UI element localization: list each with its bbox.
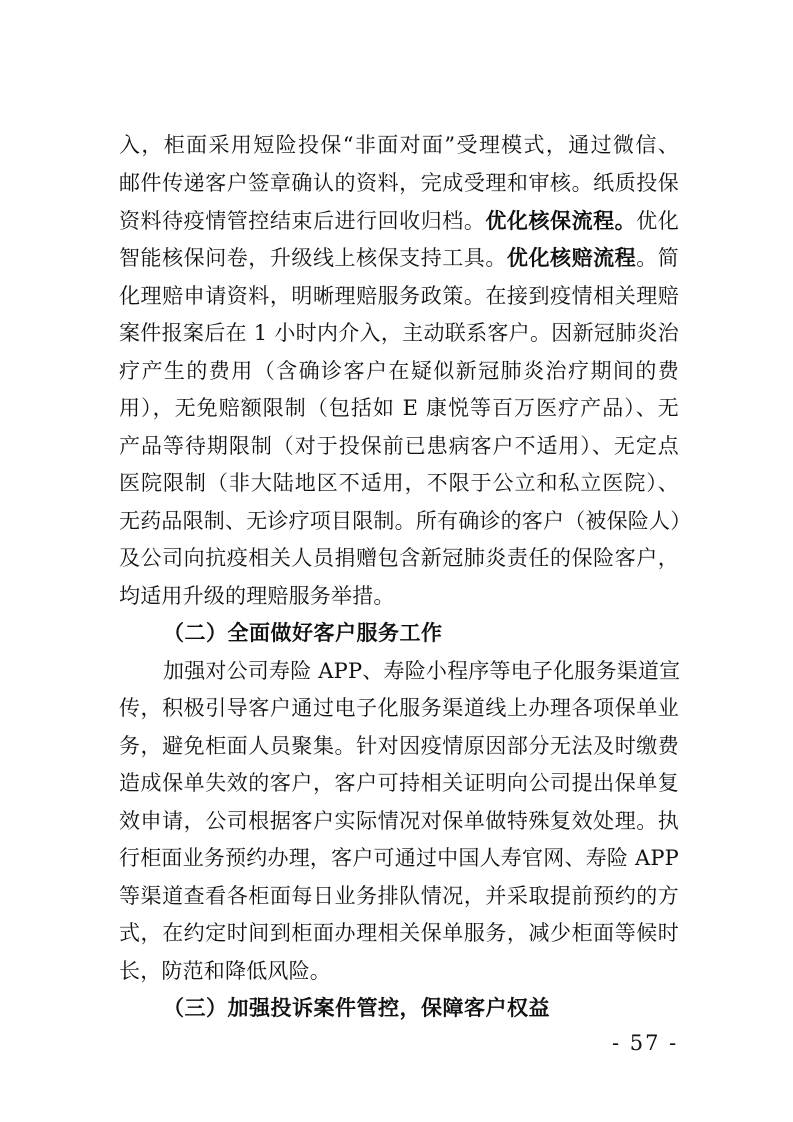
body-text-line: 邮件传递客户签章确认的资料，完成受理和审核。纸质投保 — [119, 171, 679, 195]
body-text-line: 等渠道查看各柜面每日业务排队情况，并采取提前预约的方 — [119, 884, 679, 908]
text-run: 。简 — [636, 246, 679, 270]
body-text-line: 传，积极引导客户通过电子化服务渠道线上办理各项保单业 — [119, 696, 679, 720]
body-text-line: 产品等待期限制（对于投保前已患病客户不适用）、无定点 — [119, 434, 679, 458]
section-heading: （三）加强投诉案件管控，保障客户权益 — [163, 995, 550, 1020]
bold-run: 优化核保流程。 — [485, 208, 637, 233]
body-text-line: 化理赔申请资料，明晰理赔服务政策。在接到疫情相关理赔 — [119, 284, 679, 308]
body-text-line: 长，防范和降低风险。 — [119, 959, 331, 983]
body-text-line — [119, 243, 679, 273]
body-text-line: 用），无免赔额限制（包括如 E 康悦等百万医疗产品）、无 — [119, 396, 679, 420]
body-text-line: 均适用升级的理赔服务举措。 — [119, 584, 395, 608]
text-run: 资料待疫情管控结束后进行回收归档。 — [119, 209, 486, 233]
body-text-line: 务，避免柜面人员聚集。针对因疫情原因部分无法及时缴费 — [119, 734, 679, 758]
text-run: 智能核保问卷，升级线上核保支持工具。 — [119, 246, 507, 270]
body-text-line: 案件报案后在 1 小时内介入，主动联系客户。因新冠肺炎治 — [119, 321, 679, 345]
body-text-line: 加强对公司寿险 APP、寿险小程序等电子化服务渠道宣 — [163, 659, 681, 683]
body-text-line: 式，在约定时间到柜面办理相关保单服务，减少柜面等候时 — [119, 921, 679, 945]
body-text-line: 疗产生的费用（含确诊客户在疑似新冠肺炎治疗期间的费 — [119, 359, 679, 383]
body-text-line: 及公司向抗疫相关人员捐赠包含新冠肺炎责任的保险客户， — [119, 546, 679, 570]
body-text-line: 无药品限制、无诊疗项目限制。所有确诊的客户（被保险人） — [119, 509, 692, 533]
body-text-line — [119, 206, 679, 236]
body-text-line: 行柜面业务预约办理，客户可通过中国人寿官网、寿险 APP — [119, 846, 679, 870]
body-text-line: 入，柜面采用短险投保“非面对面”受理模式，通过微信、 — [119, 133, 679, 157]
body-text-line: 医院限制（非大陆地区不适用，不限于公立和私立医院）、 — [119, 471, 679, 495]
body-text-line: 效申请，公司根据客户实际情况对保单做特殊复效处理。执 — [119, 809, 679, 833]
text-run: 优化 — [636, 209, 679, 233]
bold-run: 优化核赔流程 — [506, 245, 637, 270]
body-text-line: 造成保单失效的客户，客户可持相关证明向公司提出保单复 — [119, 771, 679, 795]
section-heading: （二）全面做好客户服务工作 — [163, 620, 443, 645]
page-number: - 57 - — [612, 1031, 679, 1055]
